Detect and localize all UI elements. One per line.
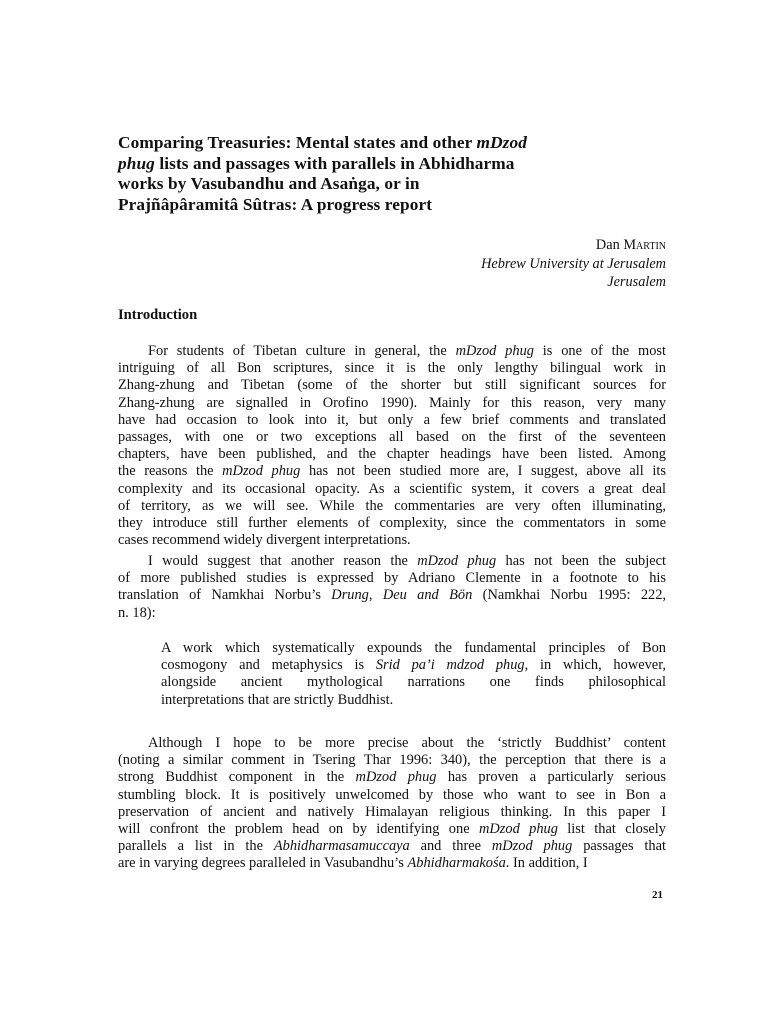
text-line: stumbling block. It is positively unwelcomed by those who want to see in Bon a — [118, 786, 666, 803]
block-quote — [161, 640, 666, 709]
author-first-name: Dan — [595, 237, 620, 253]
text-line: n. 18): — [118, 604, 156, 621]
text-line: (noting a similar comment in Tsering Thar 1996: 340), the perception that there is a — [118, 752, 666, 769]
author-last-name: Martin — [623, 237, 666, 253]
text-line: of more published studies is expressed by Adriano Clemente in a footnote to his — [118, 570, 666, 587]
title-line: works by Vasubandhu and Asaṅga, or in — [118, 174, 420, 193]
text-line: parallels a list in the Abhidharmasamuccaya and three mDzod phug passages that — [118, 838, 666, 855]
text-line: intriguing of all Bon scriptures, since it is the only lengthy bilingual work in — [118, 360, 666, 377]
title-line: Prajñâpâramitâ Sûtras: A progress report — [118, 194, 433, 214]
text-line: are in varying degrees paralleled in Vasubandhu’s Abhidharmakośa. In addition, I — [118, 855, 588, 872]
text-line: cases recommend widely divergent interpretations. — [118, 532, 411, 549]
author-name — [481, 236, 666, 255]
text-line: passages, with one or two exceptions all based on the first of the seventeen — [118, 429, 666, 446]
page-number: 21 — [652, 889, 663, 901]
paper-title — [118, 133, 638, 215]
paragraph-1 — [118, 343, 666, 549]
section-heading: Introduction — [118, 307, 198, 323]
paragraph-3 — [118, 735, 666, 873]
author-city: Jerusalem — [607, 274, 666, 290]
title-line: phug lists and passages with parallels in Abhidharma — [118, 153, 515, 173]
text-line: chapters, have been published, and the chapter headings have been listed. Among — [118, 446, 666, 463]
text-line: Zhang-zhung and Tibetan (some of the shorter but still significant sources for — [118, 377, 666, 394]
text-line: Zhang-zhung are signalled in Orofino 1990). Mainly for this reason, very many — [118, 394, 666, 411]
text-line: the reasons the mDzod phug has not been studied more are, I suggest, above all its — [118, 463, 666, 480]
text-line: preservation of ancient and natively Himalayan religious thinking. In this paper I — [118, 803, 666, 820]
text-line: strong Buddhist component in the mDzod phug has proven a particularly serious — [118, 769, 666, 786]
text-line: they introduce still further elements of complexity, since the commentators in some — [118, 515, 666, 532]
text-line: of territory, as we will see. While the commentaries are very often illuminating, — [118, 497, 666, 514]
text-line: translation of Namkhai Norbu’s Drung, Deu and Bön (Namkhai Norbu 1995: 222, — [118, 587, 667, 604]
text-line: alongside ancient mythological narrations one finds philosophical — [161, 674, 666, 691]
title-line: Comparing Treasuries: Mental states and other mDzod — [118, 133, 527, 152]
paragraph-2 — [118, 553, 666, 622]
text-line: cosmogony and metaphysics is Srid pa’i mdzod phug, in which, however, — [161, 657, 667, 674]
text-line: For students of Tibetan culture in general, the mDzod phug is one of the most — [148, 343, 667, 359]
author-affiliation: Hebrew University at Jerusalem — [481, 255, 666, 272]
text-line: complexity and its occasional opacity. As a scientific system, it covers a great deal — [118, 480, 666, 497]
text-line: have had occasion to look into it, but only a few brief comments and translated — [118, 411, 666, 428]
text-line: Although I hope to be more precise about the ‘strictly Buddhist’ content — [148, 735, 666, 751]
text-line: A work which systematically expounds the fundamental principles of Bon — [161, 640, 666, 656]
text-line: I would suggest that another reason the mDzod phug has not been the subject — [148, 553, 666, 569]
text-line: interpretations that are strictly Buddhist. — [161, 691, 394, 708]
author-block — [481, 236, 666, 292]
text-line: will confront the problem head on by identifying one mDzod phug list that closely — [118, 821, 666, 838]
